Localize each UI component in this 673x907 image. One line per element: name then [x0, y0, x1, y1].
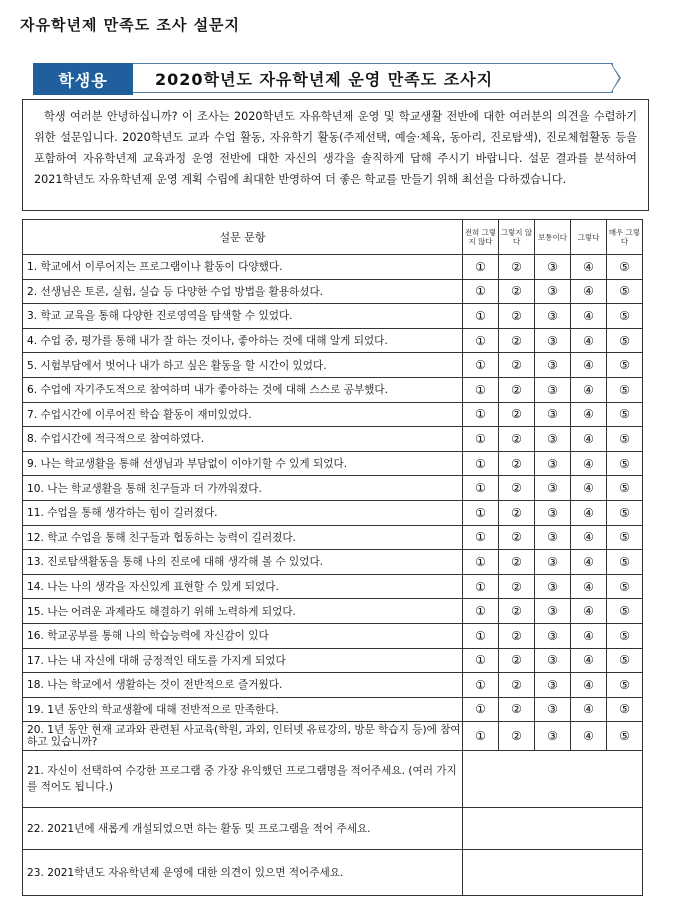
rating-option-1[interactable]: ① [463, 722, 499, 751]
rating-option-5[interactable]: ⑤ [607, 279, 643, 304]
rating-option-4[interactable]: ④ [571, 402, 607, 427]
rating-option-2[interactable]: ② [499, 304, 535, 329]
rating-option-1[interactable]: ① [463, 574, 499, 599]
rating-option-5[interactable]: ⑤ [607, 550, 643, 575]
rating-option-4[interactable]: ④ [571, 476, 607, 501]
rating-option-4[interactable]: ④ [571, 255, 607, 280]
question-text: 20. 1년 동안 현재 교과와 관련된 사교육(학원, 과외, 인터넷 유료강의, 방문 학습지 등)에 참여하고 있습니까? [23, 722, 463, 751]
question-text: 2. 선생님은 토론, 실험, 실습 등 다양한 수업 방법을 활용하셨다. [23, 279, 463, 304]
rating-option-2[interactable]: ② [499, 697, 535, 722]
rating-option-1[interactable]: ① [463, 451, 499, 476]
rating-option-1[interactable]: ① [463, 550, 499, 575]
rating-option-1[interactable]: ① [463, 500, 499, 525]
rating-option-3[interactable]: ③ [535, 451, 571, 476]
rating-option-5[interactable]: ⑤ [607, 476, 643, 501]
rating-option-3[interactable]: ③ [535, 648, 571, 673]
rating-option-5[interactable]: ⑤ [607, 697, 643, 722]
rating-option-1[interactable]: ① [463, 427, 499, 452]
rating-option-2[interactable]: ② [499, 279, 535, 304]
rating-option-3[interactable]: ③ [535, 550, 571, 575]
rating-option-4[interactable]: ④ [571, 427, 607, 452]
question-text: 16. 학교공부를 통해 나의 학습능력에 자신감이 있다 [23, 623, 463, 648]
rating-option-2[interactable]: ② [499, 525, 535, 550]
rating-option-4[interactable]: ④ [571, 697, 607, 722]
rating-option-4[interactable]: ④ [571, 623, 607, 648]
intro-paragraph: 학생 여러분 안녕하십니까? 이 조사는 2020학년도 자유학년제 운영 및 학교생활 전반에 대한 여러분의 의견을 수렴하기 위한 설문입니다. 2020학년도 교과 수업 활동, 자유학기 활동(주제선택, 예술·체육, 동아리, 진로탐색), 진로체험활동 등을 포함하여 자유학년제 교육과정 운영 전반에 대한 자신의 생각을 솔직하게 답해 주시기 바랍니다. 설문 결과를 분석하여 2021학년도 자유학년제 운영 계획 수립에 최대한 반영하여 더 좋은 학교를 만들기 위해 최선을 다하겠습니다. [22, 99, 649, 211]
rating-option-1[interactable]: ① [463, 525, 499, 550]
open-question-row [23, 850, 643, 896]
rating-option-2[interactable]: ② [499, 500, 535, 525]
rating-option-3[interactable]: ③ [535, 574, 571, 599]
rating-option-5[interactable]: ⑤ [607, 255, 643, 280]
rating-option-2[interactable]: ② [499, 402, 535, 427]
question-text: 14. 나는 나의 생각을 자신있게 표현할 수 있게 되었다. [23, 574, 463, 599]
rating-option-5[interactable]: ⑤ [607, 353, 643, 378]
table-row [23, 353, 643, 378]
table-row [23, 574, 643, 599]
table-row [23, 328, 643, 353]
rating-option-3[interactable]: ③ [535, 599, 571, 624]
open-question-text: 23. 2021학년도 자유학년제 운영에 대한 의견이 있으면 적어주세요. [23, 850, 463, 896]
question-text: 19. 1년 동안의 학교생활에 대해 전반적으로 만족한다. [23, 697, 463, 722]
rating-option-2[interactable]: ② [499, 599, 535, 624]
rating-option-5[interactable]: ⑤ [607, 574, 643, 599]
table-row [23, 377, 643, 402]
open-question-row [23, 751, 643, 808]
question-text: 11. 수업을 통해 생각하는 힘이 길러졌다. [23, 500, 463, 525]
rating-option-4[interactable]: ④ [571, 451, 607, 476]
rating-option-4[interactable]: ④ [571, 648, 607, 673]
rating-option-1[interactable]: ① [463, 279, 499, 304]
option-header-4: 그렇다 [571, 220, 607, 255]
rating-option-4[interactable]: ④ [571, 525, 607, 550]
table-row [23, 673, 643, 698]
rating-option-1[interactable]: ① [463, 402, 499, 427]
rating-option-2[interactable]: ② [499, 673, 535, 698]
table-row [23, 623, 643, 648]
question-text: 17. 나는 내 자신에 대해 긍정적인 태도를 가지게 되었다 [23, 648, 463, 673]
question-text: 9. 나는 학교생활을 통해 선생님과 부담없이 이야기할 수 있게 되었다. [23, 451, 463, 476]
table-row [23, 599, 643, 624]
rating-option-5[interactable]: ⑤ [607, 328, 643, 353]
rating-option-1[interactable]: ① [463, 697, 499, 722]
option-header-3: 보통이다 [535, 220, 571, 255]
rating-option-3[interactable]: ③ [535, 377, 571, 402]
rating-option-5[interactable]: ⑤ [607, 427, 643, 452]
rating-option-2[interactable]: ② [499, 722, 535, 751]
rating-option-2[interactable]: ② [499, 353, 535, 378]
open-question-text: 22. 2021년에 새롭게 개설되었으면 하는 활동 및 프로그램을 적어 주세요. [23, 808, 463, 850]
table-row [23, 451, 643, 476]
table-row [23, 648, 643, 673]
table-row [23, 476, 643, 501]
rating-option-4[interactable]: ④ [571, 500, 607, 525]
open-answer-field[interactable] [463, 751, 643, 808]
rating-option-3[interactable]: ③ [535, 255, 571, 280]
question-text: 8. 수업시간에 적극적으로 참여하였다. [23, 427, 463, 452]
survey-table [22, 219, 643, 896]
rating-option-4[interactable]: ④ [571, 574, 607, 599]
rating-option-3[interactable]: ③ [535, 697, 571, 722]
rating-option-5[interactable]: ⑤ [607, 377, 643, 402]
rating-option-1[interactable]: ① [463, 673, 499, 698]
rating-option-5[interactable]: ⑤ [607, 722, 643, 751]
open-question-text: 21. 자신이 선택하여 수강한 프로그램 중 가장 유익했던 프로그램명을 적어주세요. (여러 가지를 적어도 됩니다.) [23, 751, 463, 808]
rating-option-4[interactable]: ④ [571, 353, 607, 378]
rating-option-1[interactable]: ① [463, 255, 499, 280]
rating-option-4[interactable]: ④ [571, 673, 607, 698]
table-row [23, 304, 643, 329]
open-question-row [23, 808, 643, 850]
table-row [23, 722, 643, 751]
rating-option-1[interactable]: ① [463, 353, 499, 378]
option-header-2: 그렇지 않다 [499, 220, 535, 255]
question-text: 15. 나는 어려운 과제라도 해결하기 위해 노력하게 되었다. [23, 599, 463, 624]
rating-option-1[interactable]: ① [463, 304, 499, 329]
open-answer-field[interactable] [463, 808, 643, 850]
survey-title: 2020학년도 자유학년제 운영 만족도 조사지 [133, 63, 613, 93]
open-answer-field[interactable] [463, 850, 643, 896]
rating-option-5[interactable]: ⑤ [607, 673, 643, 698]
rating-option-4[interactable]: ④ [571, 328, 607, 353]
rating-option-3[interactable]: ③ [535, 525, 571, 550]
rating-option-2[interactable]: ② [499, 623, 535, 648]
option-header-1: 전혀 그렇지 않다 [463, 220, 499, 255]
survey-banner [33, 63, 621, 95]
question-text: 6. 수업에 자기주도적으로 참여하며 내가 좋아하는 것에 대해 스스로 공부했다. [23, 377, 463, 402]
rating-option-3[interactable]: ③ [535, 353, 571, 378]
rating-option-3[interactable]: ③ [535, 427, 571, 452]
rating-option-5[interactable]: ⑤ [607, 500, 643, 525]
rating-option-1[interactable]: ① [463, 328, 499, 353]
document-title: 자유학년제 만족도 조사 설문지 [20, 16, 241, 34]
rating-option-1[interactable]: ① [463, 476, 499, 501]
rating-option-3[interactable]: ③ [535, 402, 571, 427]
rating-option-4[interactable]: ④ [571, 722, 607, 751]
rating-option-3[interactable]: ③ [535, 279, 571, 304]
rating-option-4[interactable]: ④ [571, 279, 607, 304]
rating-option-3[interactable]: ③ [535, 304, 571, 329]
rating-option-3[interactable]: ③ [535, 623, 571, 648]
question-column-header: 설문 문항 [23, 220, 463, 255]
rating-option-2[interactable]: ② [499, 476, 535, 501]
table-row [23, 500, 643, 525]
rating-option-4[interactable]: ④ [571, 304, 607, 329]
rating-option-5[interactable]: ⑤ [607, 451, 643, 476]
rating-option-5[interactable]: ⑤ [607, 648, 643, 673]
rating-option-5[interactable]: ⑤ [607, 304, 643, 329]
question-text: 13. 진로탐색활동을 통해 나의 진로에 대해 생각해 볼 수 있었다. [23, 550, 463, 575]
rating-option-5[interactable]: ⑤ [607, 402, 643, 427]
rating-option-4[interactable]: ④ [571, 377, 607, 402]
question-text: 18. 나는 학교에서 생활하는 것이 전반적으로 즐거웠다. [23, 673, 463, 698]
question-text: 10. 나는 학교생활을 통해 친구들과 더 가까워졌다. [23, 476, 463, 501]
rating-option-2[interactable]: ② [499, 451, 535, 476]
rating-option-2[interactable]: ② [499, 574, 535, 599]
question-text: 5. 시험부담에서 벗어나 내가 하고 싶은 활동을 할 시간이 있었다. [23, 353, 463, 378]
rating-option-1[interactable]: ① [463, 648, 499, 673]
audience-badge: 학생용 [33, 63, 133, 95]
question-text: 1. 학교에서 이루어지는 프로그램이나 활동이 다양했다. [23, 255, 463, 280]
table-row [23, 697, 643, 722]
table-row [23, 550, 643, 575]
rating-option-1[interactable]: ① [463, 377, 499, 402]
rating-option-2[interactable]: ② [499, 648, 535, 673]
question-text: 12. 학교 수업을 통해 친구들과 협동하는 능력이 길러졌다. [23, 525, 463, 550]
question-text: 3. 학교 교육을 통해 다양한 진로영역을 탐색할 수 있었다. [23, 304, 463, 329]
rating-option-2[interactable]: ② [499, 328, 535, 353]
rating-option-5[interactable]: ⑤ [607, 525, 643, 550]
table-row [23, 427, 643, 452]
table-row [23, 525, 643, 550]
rating-option-2[interactable]: ② [499, 255, 535, 280]
rating-option-5[interactable]: ⑤ [607, 623, 643, 648]
rating-option-3[interactable]: ③ [535, 722, 571, 751]
question-text: 4. 수업 중, 평가를 통해 내가 잘 하는 것이나, 좋아하는 것에 대해 알게 되었다. [23, 328, 463, 353]
rating-option-3[interactable]: ③ [535, 328, 571, 353]
rating-option-3[interactable]: ③ [535, 500, 571, 525]
rating-option-1[interactable]: ① [463, 623, 499, 648]
table-row [23, 255, 643, 280]
rating-option-4[interactable]: ④ [571, 599, 607, 624]
rating-option-1[interactable]: ① [463, 599, 499, 624]
rating-option-2[interactable]: ② [499, 550, 535, 575]
rating-option-2[interactable]: ② [499, 377, 535, 402]
rating-option-4[interactable]: ④ [571, 550, 607, 575]
rating-option-3[interactable]: ③ [535, 673, 571, 698]
question-text: 7. 수업시간에 이루어진 학습 활동이 재미있었다. [23, 402, 463, 427]
table-header-row [23, 220, 643, 255]
rating-option-5[interactable]: ⑤ [607, 599, 643, 624]
rating-option-2[interactable]: ② [499, 427, 535, 452]
rating-option-3[interactable]: ③ [535, 476, 571, 501]
option-header-5: 매우 그렇다 [607, 220, 643, 255]
table-row [23, 279, 643, 304]
table-row [23, 402, 643, 427]
